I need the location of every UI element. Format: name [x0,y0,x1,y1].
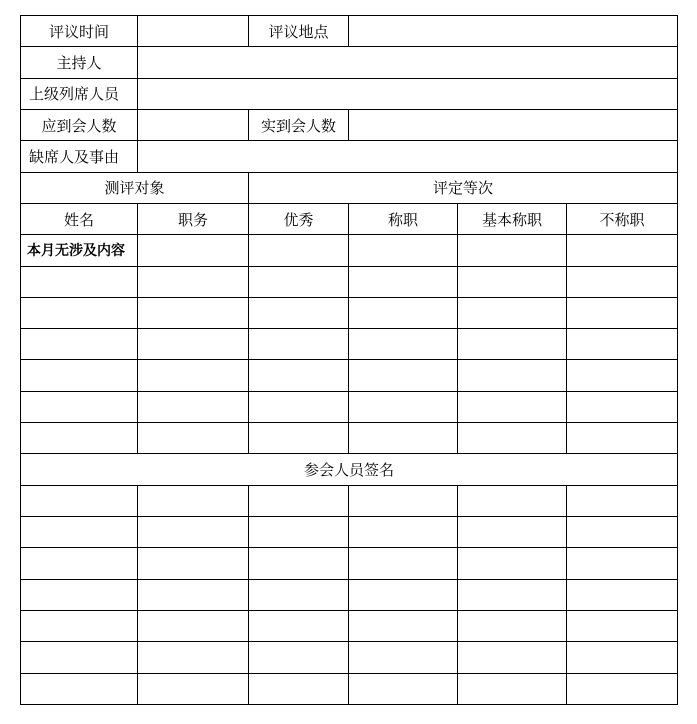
signature-row [21,642,678,673]
host-label: 主持人 [21,47,138,78]
evaluation-cell[interactable] [458,391,567,422]
signature-cell[interactable] [458,485,567,516]
evaluation-grade-label: 评定等次 [249,172,678,203]
signature-cell[interactable] [349,610,458,641]
evaluation-cell[interactable] [458,235,567,266]
column-name: 姓名 [21,203,138,234]
signature-cell[interactable] [349,485,458,516]
evaluation-note: 本月无涉及内容 [21,235,138,266]
signature-cell[interactable] [138,517,249,548]
review-time-value[interactable] [138,16,249,47]
signature-cell[interactable] [567,548,678,579]
signature-cell[interactable] [567,485,678,516]
evaluation-cell[interactable] [138,423,249,454]
evaluation-cell[interactable] [249,297,349,328]
signature-cell[interactable] [21,517,138,548]
superior-attendees-value[interactable] [138,78,678,109]
evaluation-cell[interactable] [567,360,678,391]
evaluation-cell[interactable] [249,391,349,422]
signature-cell[interactable] [138,485,249,516]
evaluation-group-header-row [21,172,678,203]
evaluation-cell[interactable] [458,297,567,328]
evaluation-row [21,235,678,266]
column-competent: 称职 [349,203,458,234]
review-place-label: 评议地点 [249,16,349,47]
evaluation-row [21,360,678,391]
signature-cell[interactable] [249,610,349,641]
evaluation-row [21,297,678,328]
absent-label: 缺席人及事由 [21,141,138,172]
evaluation-cell[interactable] [21,297,138,328]
evaluation-cell[interactable] [349,235,458,266]
signature-cell[interactable] [349,548,458,579]
review-time-label: 评议时间 [21,16,138,47]
signature-cell[interactable] [21,673,138,704]
evaluation-cell[interactable] [567,329,678,360]
signature-header-row [21,454,678,485]
actual-count-value[interactable] [349,109,678,140]
signature-cell[interactable] [249,517,349,548]
column-excellent: 优秀 [249,203,349,234]
signature-row [21,610,678,641]
signature-cell[interactable] [249,485,349,516]
evaluation-target-label: 测评对象 [21,172,249,203]
evaluation-cell[interactable] [567,297,678,328]
signature-cell[interactable] [21,579,138,610]
signature-cell[interactable] [567,579,678,610]
signature-row [21,485,678,516]
evaluation-cell[interactable] [21,329,138,360]
signature-cell[interactable] [349,579,458,610]
evaluation-column-header-row [21,203,678,234]
signature-cell[interactable] [458,642,567,673]
signature-cell[interactable] [138,642,249,673]
signature-cell[interactable] [249,642,349,673]
signature-cell[interactable] [138,579,249,610]
evaluation-cell[interactable] [21,360,138,391]
signature-cell[interactable] [21,548,138,579]
evaluation-row [21,391,678,422]
evaluation-row [21,329,678,360]
expected-count-label: 应到会人数 [21,109,138,140]
signature-cell[interactable] [138,610,249,641]
signature-row [21,673,678,704]
signature-cell[interactable] [567,642,678,673]
evaluation-cell[interactable] [349,423,458,454]
evaluation-cell[interactable] [458,329,567,360]
evaluation-cell[interactable] [138,329,249,360]
superior-attendees-row [21,78,678,109]
evaluation-cell[interactable] [458,423,567,454]
evaluation-cell[interactable] [138,297,249,328]
signature-row [21,517,678,548]
column-basically-competent: 基本称职 [458,203,567,234]
evaluation-cell[interactable] [21,423,138,454]
evaluation-cell[interactable] [138,360,249,391]
signature-cell[interactable] [249,673,349,704]
evaluation-cell[interactable] [349,266,458,297]
attendance-count-row [21,109,678,140]
evaluation-cell[interactable] [21,391,138,422]
evaluation-cell[interactable] [138,266,249,297]
evaluation-row [21,266,678,297]
evaluation-cell[interactable] [349,391,458,422]
signature-row [21,548,678,579]
signature-cell[interactable] [567,517,678,548]
evaluation-cell[interactable] [138,391,249,422]
absent-value[interactable] [138,141,678,172]
review-place-value[interactable] [349,16,678,47]
evaluation-cell[interactable] [458,266,567,297]
signature-cell[interactable] [567,673,678,704]
evaluation-cell[interactable] [567,235,678,266]
signature-cell[interactable] [458,579,567,610]
review-form-table [20,15,678,705]
evaluation-cell[interactable] [567,423,678,454]
signature-cell[interactable] [21,642,138,673]
host-row [21,47,678,78]
signature-cell[interactable] [458,673,567,704]
evaluation-cell[interactable] [249,235,349,266]
column-position: 职务 [138,203,249,234]
absent-row [21,141,678,172]
evaluation-cell[interactable] [249,266,349,297]
signature-cell[interactable] [349,673,458,704]
signature-cell[interactable] [21,610,138,641]
signature-row [21,579,678,610]
signature-cell[interactable] [458,517,567,548]
evaluation-cell[interactable] [21,266,138,297]
column-incompetent: 不称职 [567,203,678,234]
signature-title: 参会人员签名 [21,454,678,485]
signature-cell[interactable] [138,673,249,704]
signature-cell[interactable] [249,579,349,610]
signature-cell[interactable] [458,610,567,641]
signature-cell[interactable] [249,548,349,579]
expected-count-value[interactable] [138,109,249,140]
evaluation-cell[interactable] [349,329,458,360]
evaluation-cell[interactable] [249,360,349,391]
evaluation-cell[interactable] [567,391,678,422]
signature-cell[interactable] [138,548,249,579]
superior-attendees-label: 上级列席人员 [21,78,138,109]
evaluation-cell[interactable] [249,329,349,360]
actual-count-label: 实到会人数 [249,109,349,140]
signature-cell[interactable] [349,517,458,548]
signature-cell[interactable] [567,610,678,641]
signature-cell[interactable] [349,642,458,673]
host-value[interactable] [138,47,678,78]
review-time-row [21,16,678,47]
evaluation-cell[interactable] [349,297,458,328]
signature-cell[interactable] [458,548,567,579]
signature-cell[interactable] [21,485,138,516]
evaluation-row [21,423,678,454]
evaluation-cell[interactable] [349,360,458,391]
evaluation-cell[interactable] [138,235,249,266]
evaluation-cell[interactable] [249,423,349,454]
evaluation-cell[interactable] [458,360,567,391]
evaluation-cell[interactable] [567,266,678,297]
